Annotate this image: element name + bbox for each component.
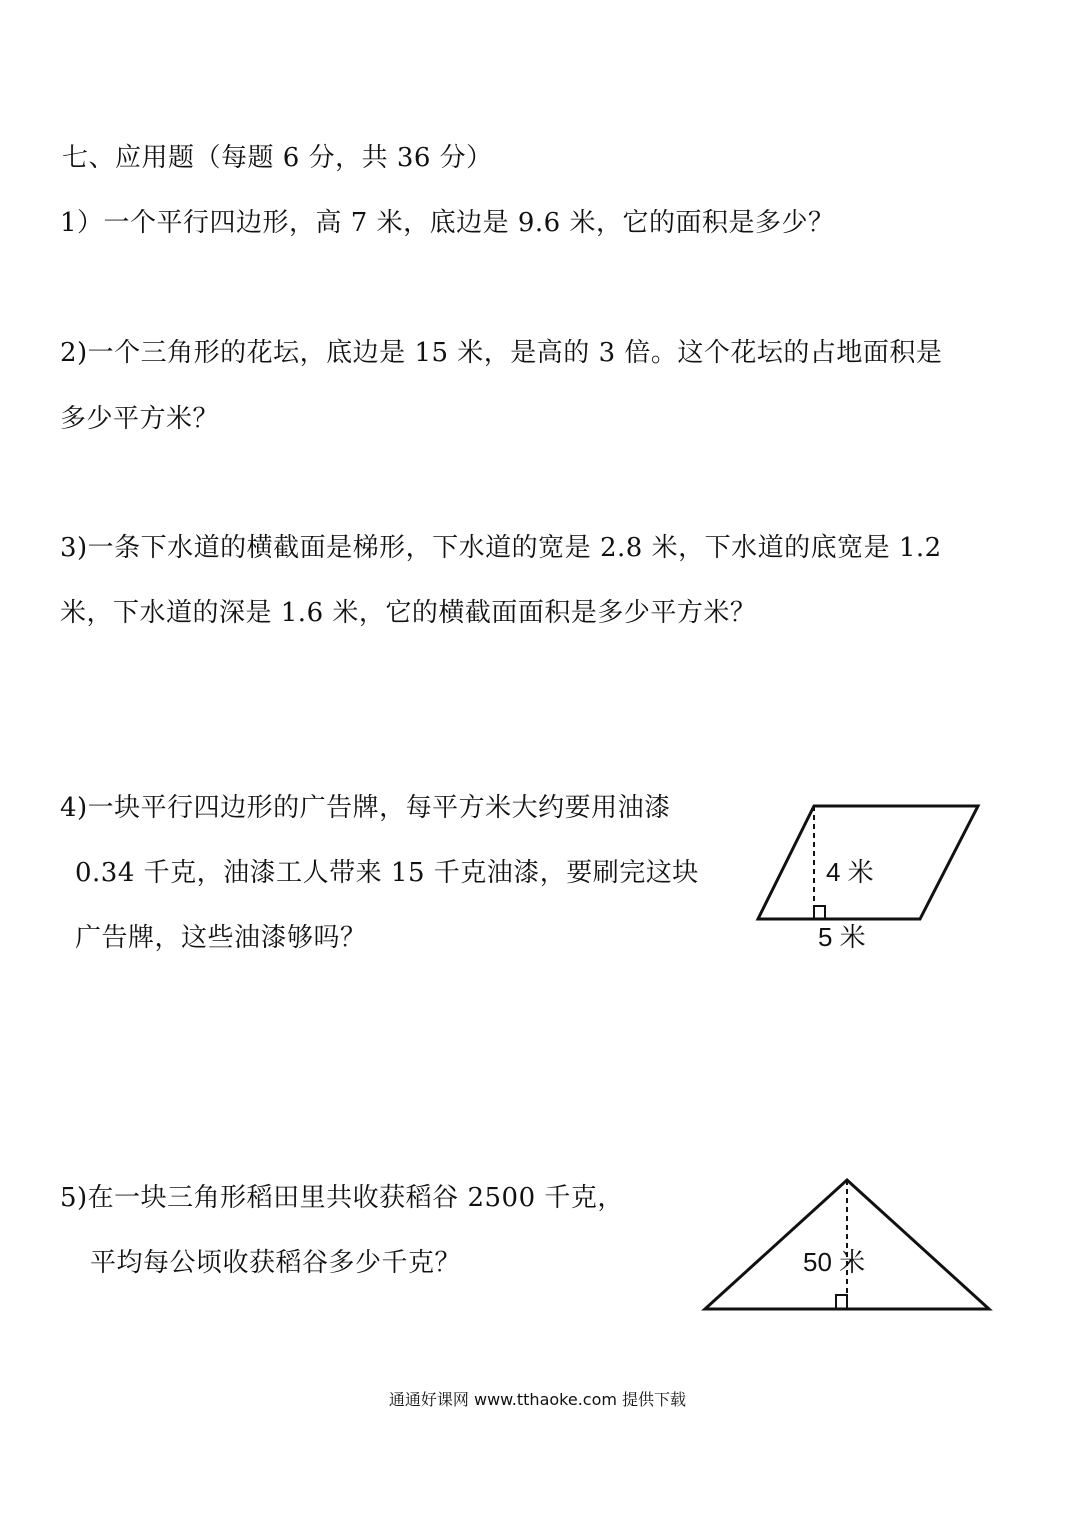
- triangle-figure: [700, 1175, 995, 1315]
- problem-2-line-2: 多少平方米？: [60, 404, 220, 434]
- problem-5-line-1: 5)在一块三角形稻田里共收获稻谷 2500 千克，: [60, 1183, 624, 1213]
- triangle-right-angle-mark: [836, 1295, 847, 1309]
- problem-3-line-1: 3)一条下水道的横截面是梯形，下水道的宽是 2.8 米，下水道的底宽是 1.2: [60, 533, 942, 563]
- problem-4-line-1: 4)一块平行四边形的广告牌，每平方米大约要用油漆: [60, 793, 671, 823]
- problem-4-line-3: 广告牌，这些油漆够吗？: [75, 923, 367, 953]
- section-title: 七、应用题（每题 6 分，共 36 分）: [62, 143, 493, 173]
- problem-3-line-2: 米，下水道的深是 1.6 米，它的横截面面积是多少平方米？: [60, 598, 757, 628]
- parallelogram-height-label: 4 米: [826, 857, 874, 887]
- page-footer: 通通好课网 www.tthaoke.com 提供下载: [388, 1390, 687, 1409]
- parallelogram-base-label: 5 米: [818, 922, 866, 952]
- problem-2-line-1: 2)一个三角形的花坛，底边是 15 米，是高的 3 倍。这个花坛的占地面积是: [60, 338, 943, 368]
- triangle-height-label: 50 米: [803, 1247, 866, 1277]
- problem-5-line-2: 平均每公顷收获稻谷多少千克？: [90, 1248, 462, 1278]
- problem-1-line-1: 1）一个平行四边形，高 7 米，底边是 9.6 米，它的面积是多少？: [60, 208, 835, 238]
- problem-4-line-2: 0.34 千克，油漆工人带来 15 千克油漆，要刷完这块: [75, 858, 699, 888]
- parallelogram-right-angle-mark: [814, 906, 825, 919]
